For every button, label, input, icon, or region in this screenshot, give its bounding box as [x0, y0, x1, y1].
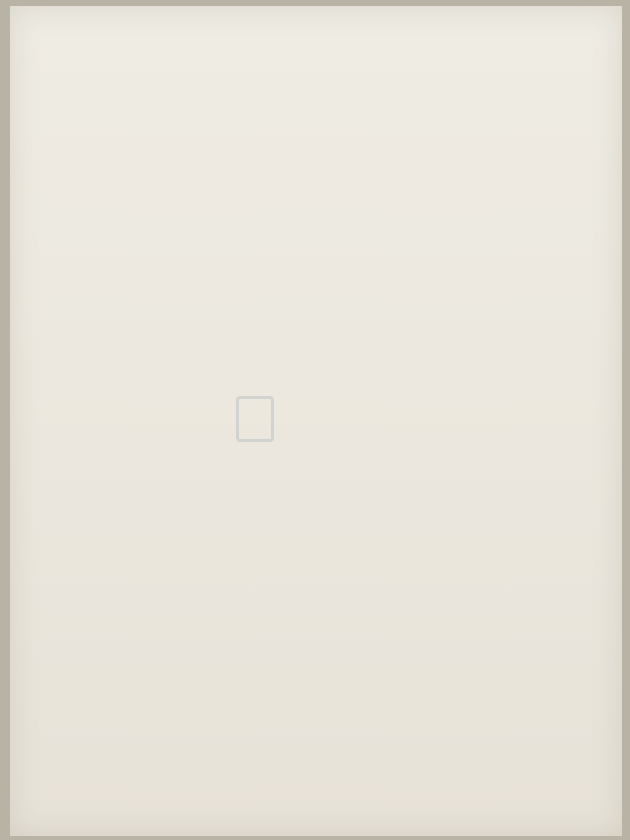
watermark-logo [236, 384, 406, 444]
watermark-icon [236, 396, 274, 442]
